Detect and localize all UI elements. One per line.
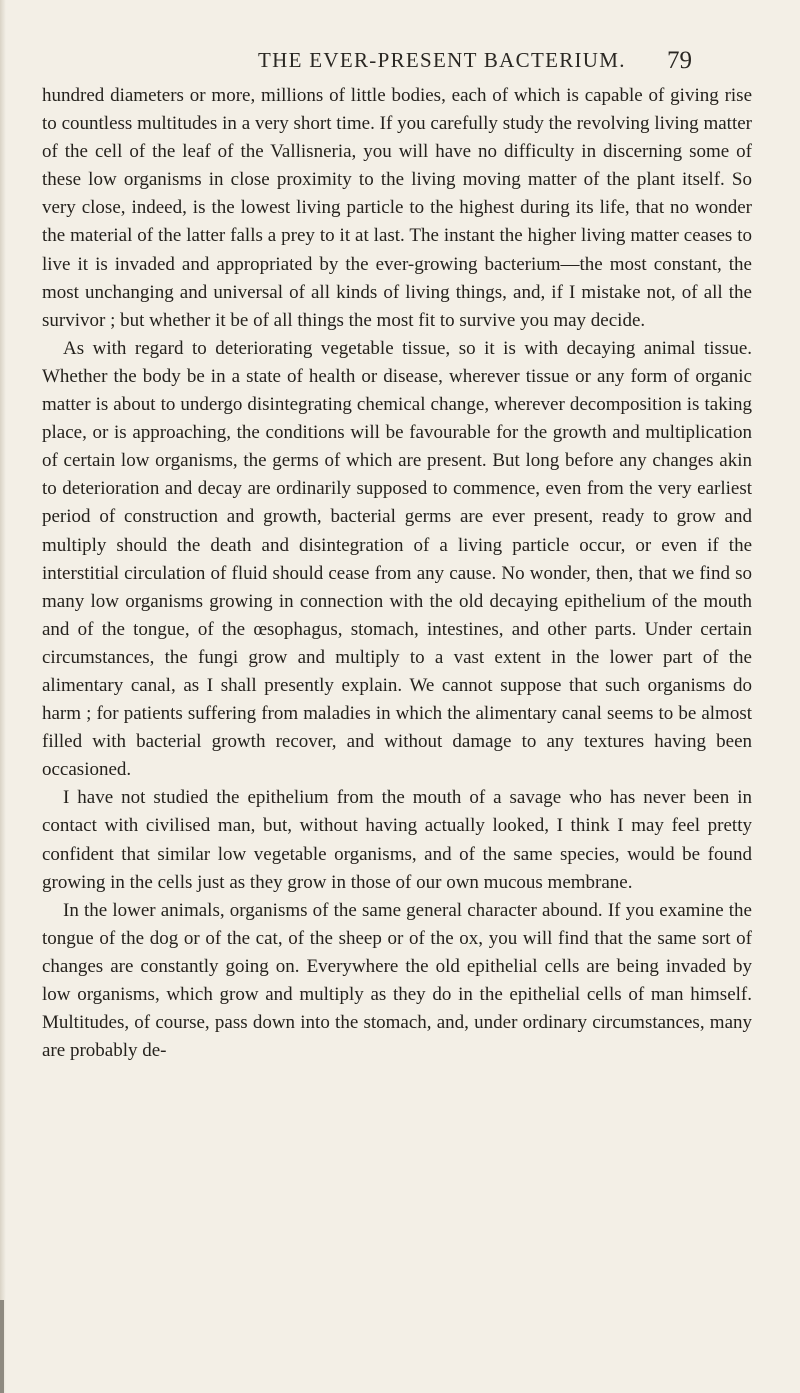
paragraph-1: hundred diameters or more, millions of little bodies, each of which is capable of giving rise to countless multitudes in a very short time. If you carefully study the revolving living matter of the cell of the leaf of the Vallisneria, you will have no difficulty in discerning some of these low organisms in close proximity to the living moving matter of the plant itself. So very close, indeed, is the lowest living particle to the highest during its life, that no wonder the material of the latter falls a prey to it at last. The instant the higher living matter ceases to live it is invaded and appropriated by the ever-growing bacterium—the most constant, the most unchanging and universal of all kinds of living things, and, if I mistake not, of all the survivor ; but whether it be of all things the most fit to survive you may decide. <box>42 85 752 331</box>
paragraph-3: I have not studied the epithelium from the mouth of a savage who has never been in contact with civilised man, but, without having actually looked, I think I may feel pretty confident that similar low vegetable organisms, and of the same species, would be found growing in the cells just as they grow in those of our own mucous membrane. <box>42 787 752 893</box>
page-gutter-shadow <box>0 0 6 1393</box>
page-number: 79 <box>667 47 692 74</box>
running-title: THE EVER-PRESENT BACTERIUM. <box>258 48 626 72</box>
paragraph-4: In the lower animals, organisms of the same general character abound. If you examine the tongue of the dog or of the cat, of the sheep or of the ox, you will find that the same sort of changes are constantly going on. Everywhere the old epithelial cells are being invaded by low organisms, which grow and multiply as they do in the epithelial cells of man himself. Multitudes, of course, pass down into the stomach, and, under ordinary circumstances, many are probably de- <box>42 899 752 1062</box>
binding-edge <box>0 1300 4 1393</box>
running-header <box>258 48 692 82</box>
body-text <box>42 82 752 1065</box>
paragraph-2: As with regard to deteriorating vegetable tissue, so it is with decaying animal tissue. Whether the body be in a state of health or disease, wherever tissue or any form of organic matter is about to undergo disintegrating chemical change, wherever decomposition is taking place, or is approaching, the conditions will be favourable for the growth and multiplication of certain low organisms, the germs of which are present. But long before any changes akin to deterioration and decay are ordinarily supposed to commence, even from the very earliest period of construction and growth, bacterial germs are ever present, ready to grow and multiply should the death and disintegration of a living particle occur, or even if the interstitial circulation of fluid should cease from any cause. No wonder, then, that we find so many low organisms growing in connection with the old decaying epithelium of the mouth and of the tongue, of the œsophagus, stomach, intestines, and other parts. Under certain circumstances, the fungi grow and multiply to a vast extent in the lower part of the alimentary canal, as I shall presently explain. We cannot suppose that such organisms do harm ; for patients suffering from maladies in which the alimentary canal seems to be almost filled with bacterial growth recover, and without damage to any textures having been occasioned. <box>42 337 752 781</box>
